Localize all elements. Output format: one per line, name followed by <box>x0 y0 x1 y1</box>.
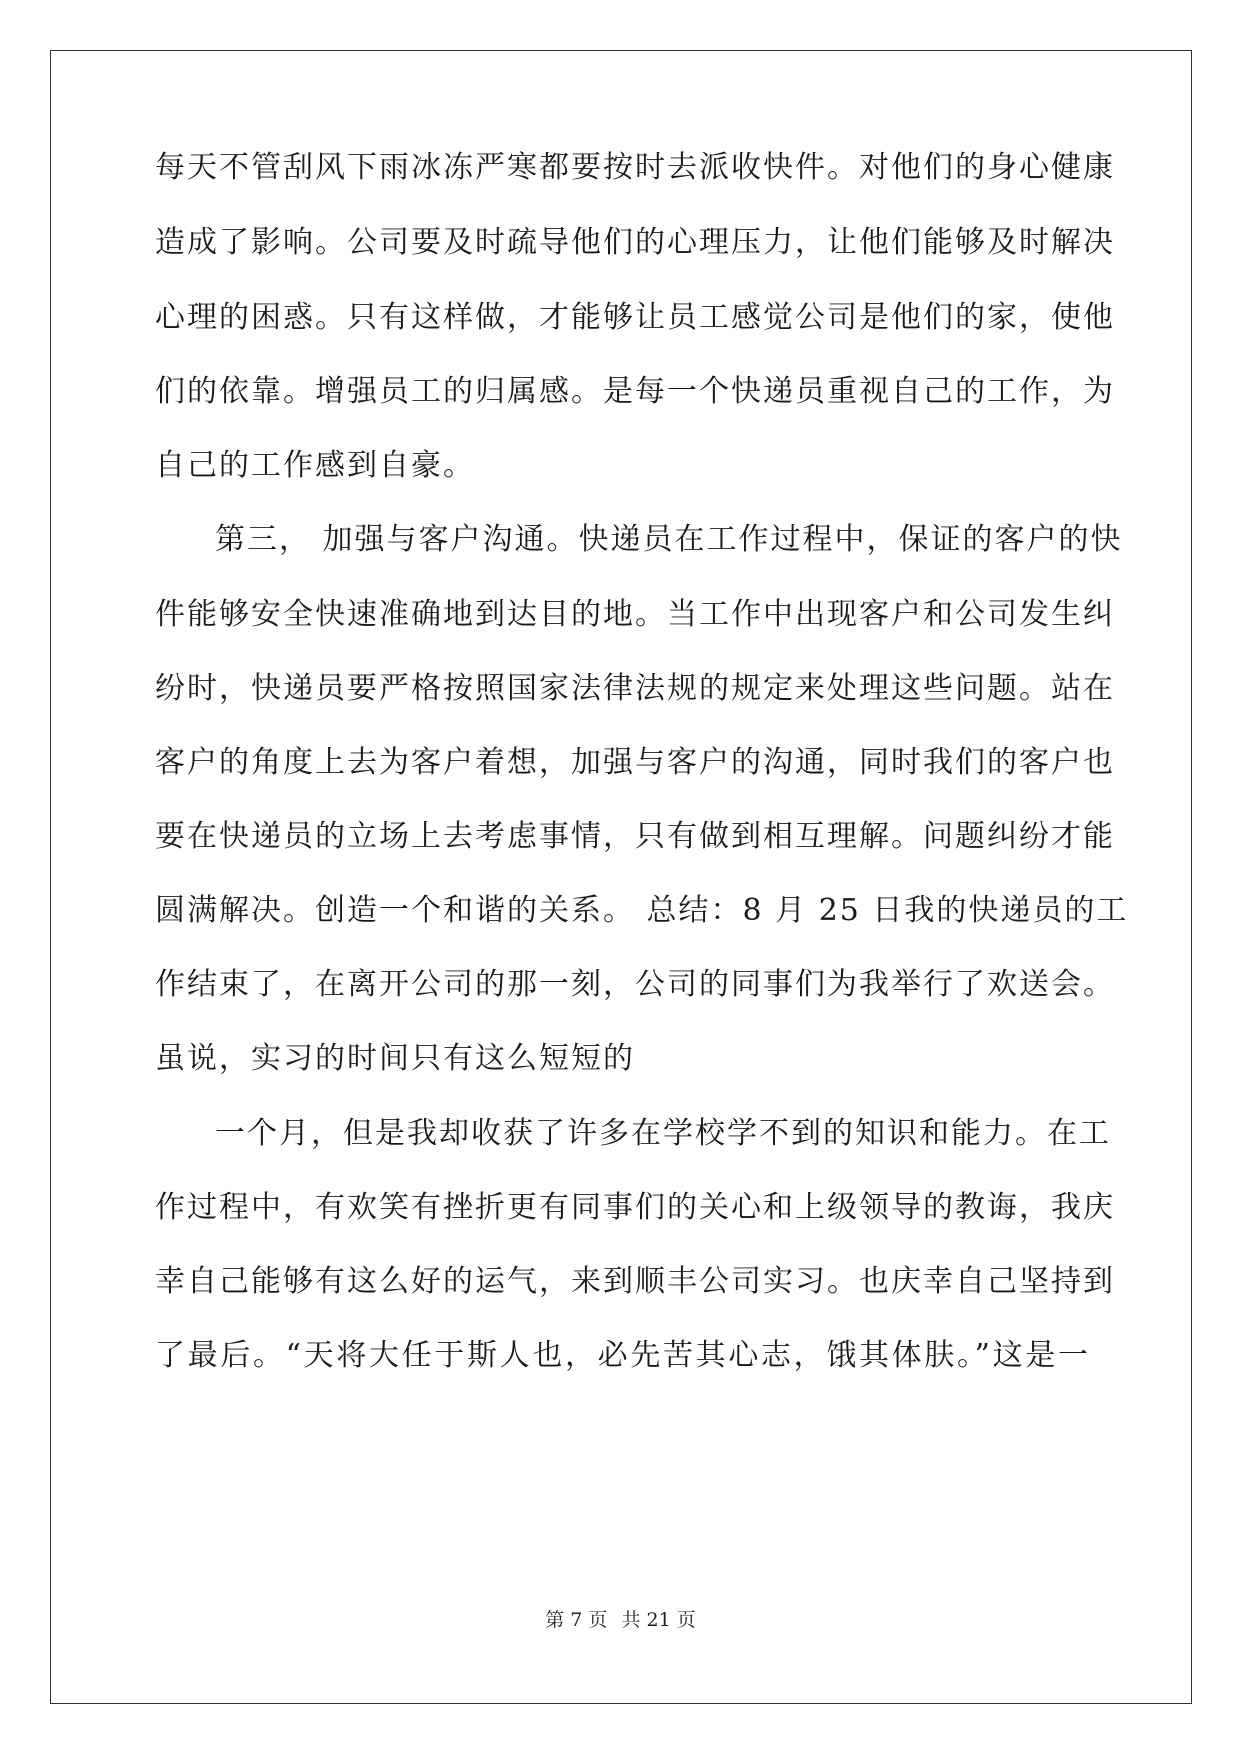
paragraph-line: 纷时，快递员要严格按照国家法律法规的规定来处理这些问题。站在 <box>155 671 1115 706</box>
paragraph-line: 作结束了，在离开公司的那一刻，公司的同事们为我举行了欢送会。 <box>155 967 1115 1002</box>
paragraph-line: 要在快递员的立场上去考虑事情，只有做到相互理解。问题纠纷才能 <box>155 819 1115 854</box>
paragraph-line: 自己的工作感到自豪。 <box>155 448 475 483</box>
paragraph-line: 们的依靠。增强员工的归属感。是每一个快递员重视自己的工作，为 <box>155 374 1115 409</box>
paragraph-line: 一个月，但是我却收获了许多在学校学不到的知识和能力。在工 <box>215 1116 1111 1151</box>
paragraph-line: 件能够安全快速准确地到达目的地。当工作中出现客户和公司发生纠 <box>155 597 1115 632</box>
page-total: 共 21 页 <box>621 1609 696 1631</box>
paragraph-line: 每天不管刮风下雨冰冻严寒都要按时去派收快件。对他们的身心健康 <box>155 150 1115 185</box>
paragraph-line: 圆满解决。创造一个和谐的关系。 总结：8 月 25 日我的快递员的工 <box>155 893 1129 928</box>
paragraph-line: 心理的困惑。只有这样做，才能够让员工感觉公司是他们的家，使他 <box>155 300 1115 335</box>
paragraph-line: 了最后。“天将大任于斯人也，必先苦其心志，饿其体肤。”这是一 <box>155 1338 1090 1373</box>
paragraph-line: 客户的角度上去为客户着想，加强与客户的沟通，同时我们的客户也 <box>155 745 1115 780</box>
page-number: 第 7 页 <box>545 1609 608 1631</box>
paragraph-line: 作过程中，有欢笑有挫折更有同事们的关心和上级领导的教诲，我庆 <box>155 1190 1115 1225</box>
paragraph-line: 造成了影响。公司要及时疏导他们的心理压力，让他们能够及时解决 <box>155 225 1115 260</box>
paragraph-line: 虽说，实习的时间只有这么短短的 <box>155 1041 635 1076</box>
paragraph-line: 第三， 加强与客户沟通。快递员在工作过程中，保证的客户的快 <box>215 522 1123 557</box>
page-footer <box>0 1608 1241 1632</box>
paragraph-line: 幸自己能够有这么好的运气，来到顺丰公司实习。也庆幸自己坚持到 <box>155 1264 1115 1299</box>
